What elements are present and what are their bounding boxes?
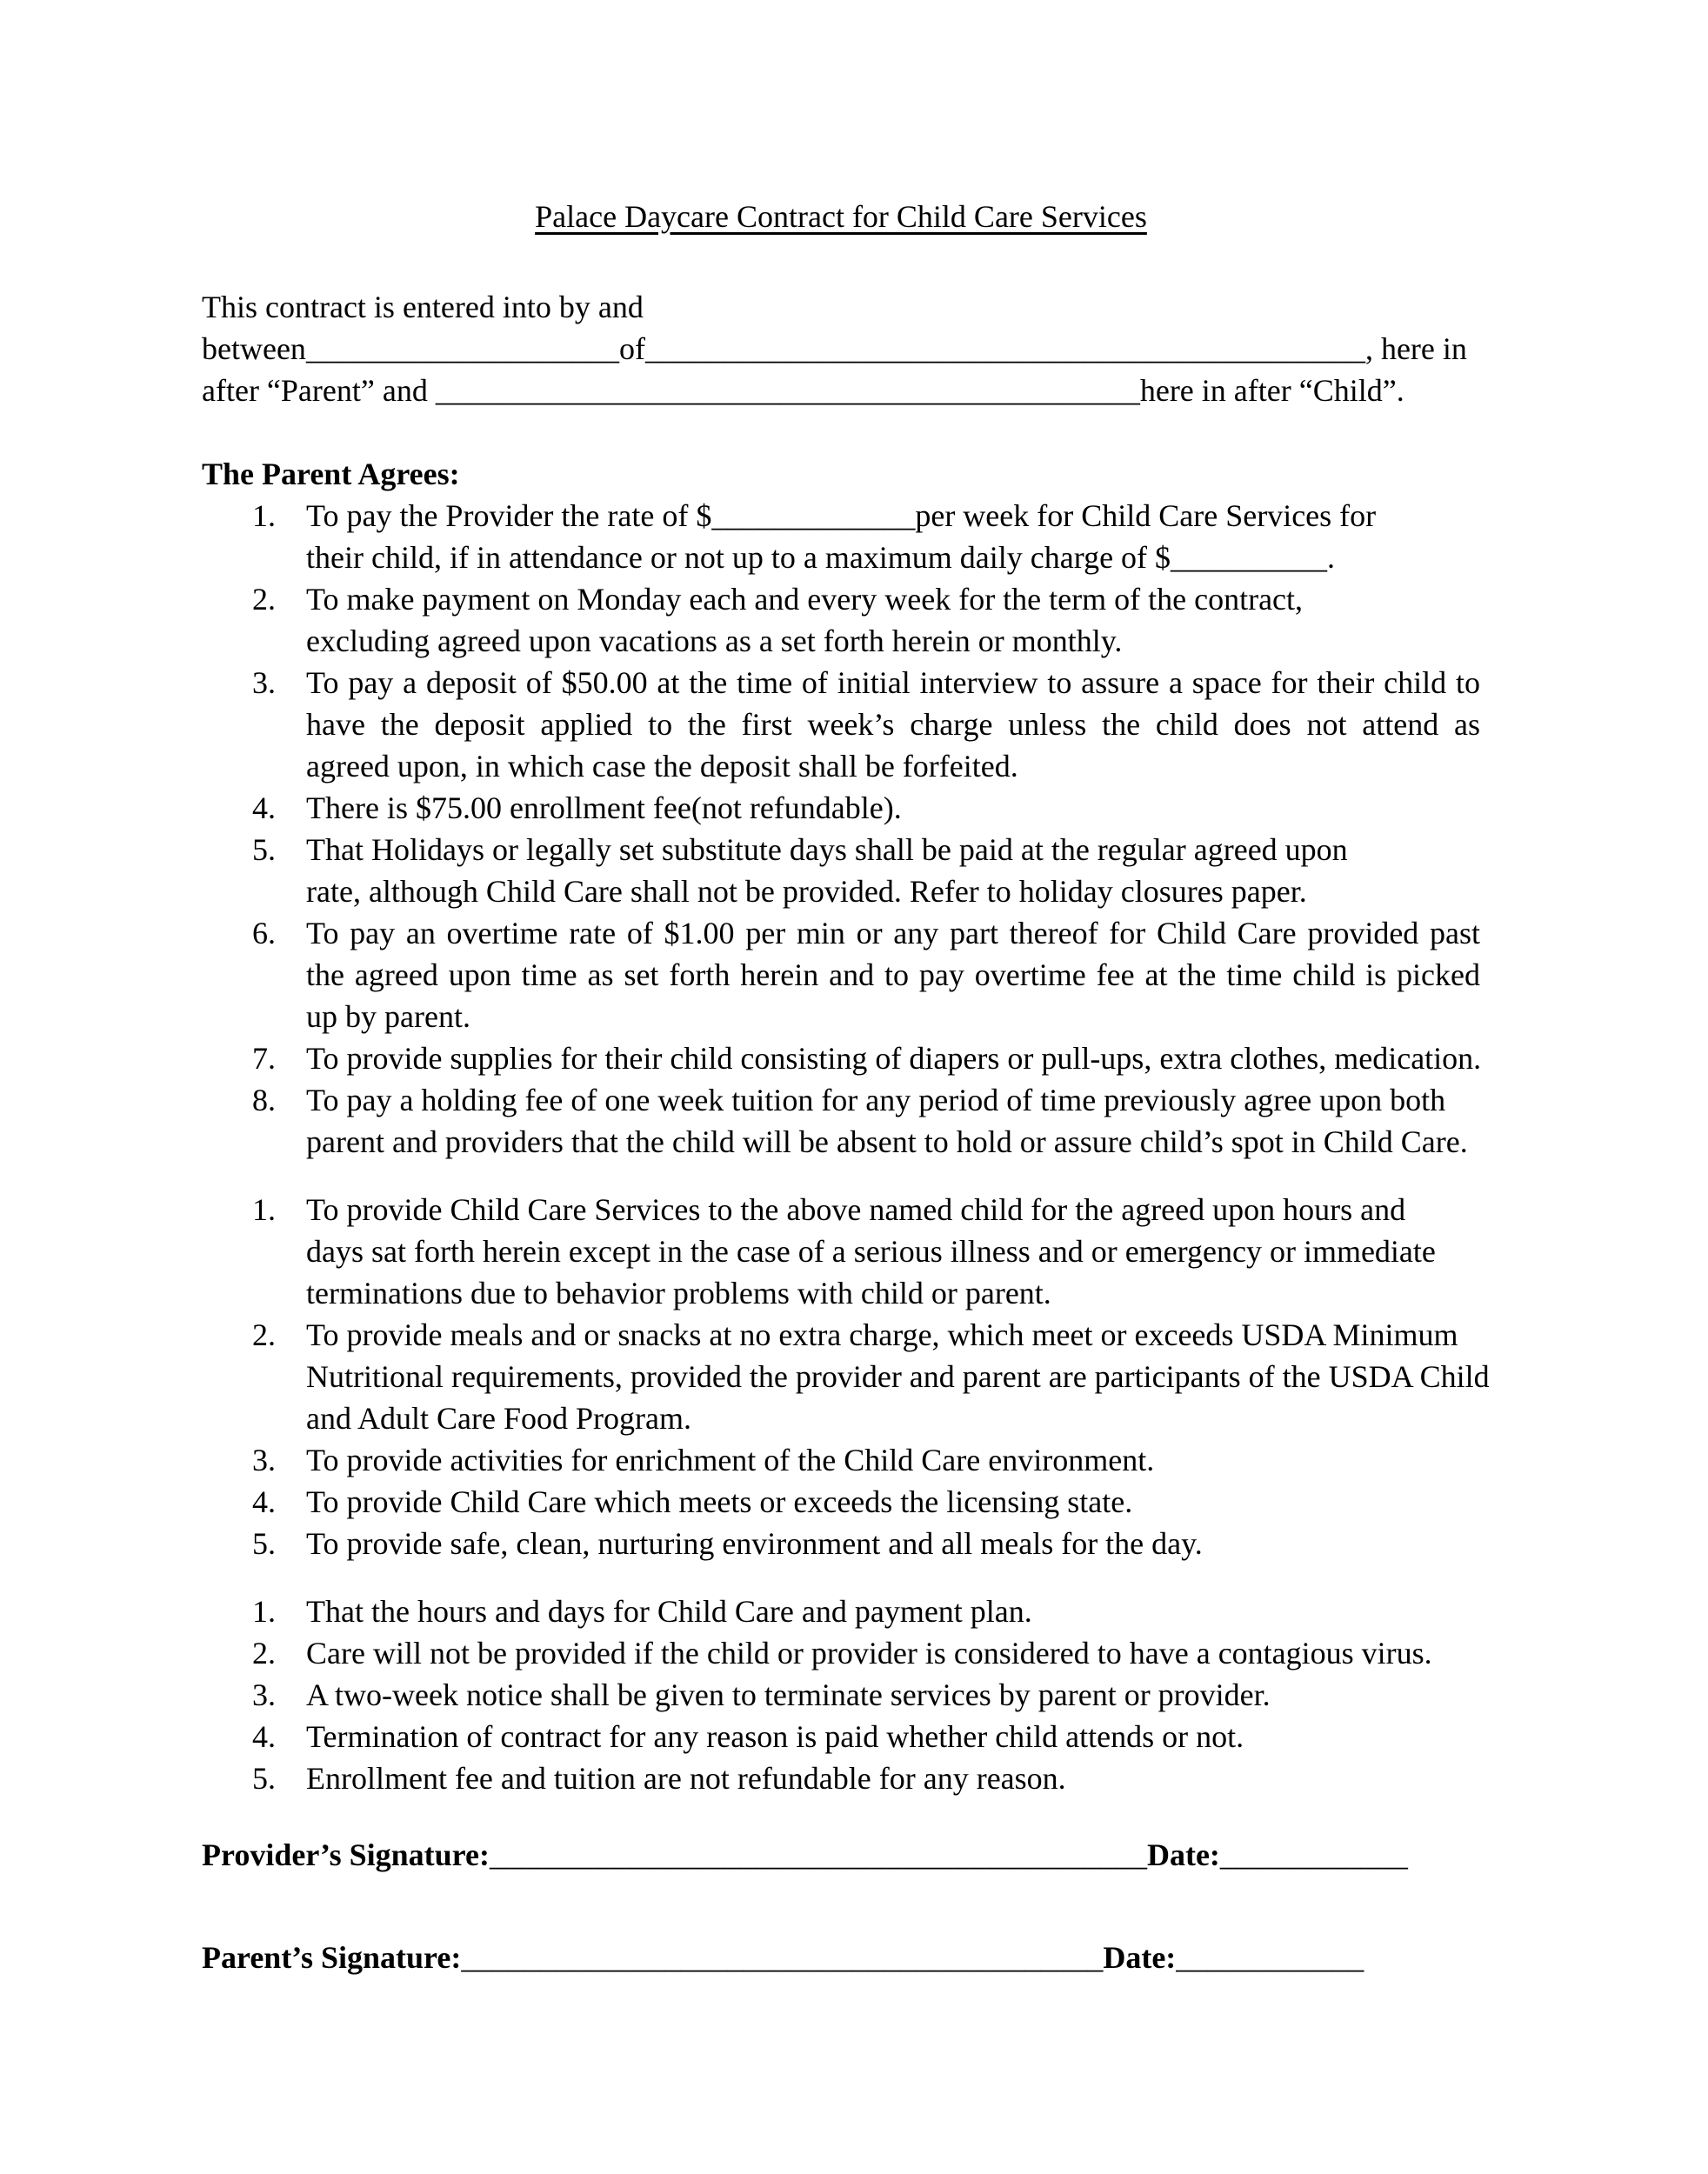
parent-item-1-text-a: To pay the Provider the rate of $ <box>306 498 712 533</box>
parent-item-2-line-1: To make payment on Monday each and every week for the term of the contract, <box>306 582 1304 617</box>
provider-item-1-line-1: To provide Child Care Services to the above named child for the agreed upon hours and <box>306 1192 1406 1227</box>
parent-item-3-line-1: To pay a deposit of $50.00 at the time of initial interview to assure a space for their child to <box>306 665 1480 700</box>
parent-name-blank: ____________________ <box>305 331 619 366</box>
parent-signature-blank: _________________________________________ <box>461 1940 1104 1975</box>
parent-item-7 <box>202 1037 1480 1079</box>
provider-signature-line <box>202 1834 1480 1876</box>
parent-item-3-line-3: agreed upon, in which case the deposit shall be forfeited. <box>306 749 1018 784</box>
parent-item-8-line-1: To pay a holding fee of one week tuition for any period of time previously agree upon both <box>306 1083 1446 1117</box>
parent-item-6-line-2: the agreed upon time as set forth herein and to pay overtime fee at the time child is picked <box>306 957 1480 992</box>
parent-signature-line <box>202 1937 1480 1978</box>
parent-item-1-line-2 <box>306 537 1480 578</box>
parent-agrees-heading: The Parent Agrees: <box>202 457 460 491</box>
terms-item-5-line-1: Enrollment fee and tuition are not refundable for any reason. <box>306 1761 1066 1796</box>
provider-item-2-line-1: To provide meals and or snacks at no extra charge, which meet or exceeds USDA Minimum <box>306 1317 1458 1352</box>
parent-item-6-line-1: To pay an overtime rate of $1.00 per min or any part thereof for Child Care provided past <box>306 916 1480 950</box>
terms-item-3-line-1: A two-week notice shall be given to terminate services by parent or provider. <box>306 1677 1271 1712</box>
terms-item-1-line-1: That the hours and days for Child Care and payment plan. <box>306 1594 1032 1629</box>
provider-item-5-line-1: To provide safe, clean, nurturing environment and all meals for the day. <box>306 1526 1203 1561</box>
provider-item-2 <box>202 1314 1490 1439</box>
provider-signature-blank: __________________________________________ <box>489 1837 1147 1872</box>
parent-item-1 <box>202 495 1480 578</box>
parent-item-7-line-1: To provide supplies for their child consisting of diapers or pull-ups, extra clothes, medication. <box>306 1041 1482 1076</box>
intro-paragraph <box>202 286 1480 411</box>
provider-item-2-number: 2. <box>252 1317 276 1352</box>
child-name-blank: _____________________________________________ <box>435 373 1140 408</box>
intro-line-3-text-b: here in after “Child”. <box>1139 373 1404 408</box>
parent-item-5 <box>202 829 1480 912</box>
intro-line-2-text-b: of <box>618 331 645 366</box>
parent-agrees-list <box>202 495 1480 1163</box>
parent-item-5-line-1: That Holidays or legally set substitute days shall be paid at the regular agreed upon <box>306 832 1348 867</box>
parent-item-2-number: 2. <box>252 582 276 617</box>
parent-item-1-text-b: per week for Child Care Services for <box>915 498 1377 533</box>
parent-item-2 <box>202 578 1480 662</box>
weekly-rate-blank: _____________ <box>711 498 916 533</box>
intro-line-2-text-a: between <box>202 331 306 366</box>
provider-agrees-list <box>202 1189 1490 1564</box>
parent-item-5-line-2: rate, although Child Care shall not be provided. Refer to holiday closures paper. <box>306 874 1307 909</box>
terms-item-3 <box>202 1674 1480 1716</box>
intro-line-3 <box>202 370 1480 411</box>
terms-item-5-number: 5. <box>252 1761 276 1796</box>
terms-item-1-number: 1. <box>252 1594 276 1629</box>
parent-item-1-number: 1. <box>252 498 276 533</box>
provider-item-4-number: 4. <box>252 1484 276 1519</box>
parent-date-blank: ____________ <box>1176 1940 1364 1975</box>
provider-item-3 <box>202 1439 1480 1481</box>
provider-item-5 <box>202 1523 1480 1564</box>
parent-item-2-line-2: excluding agreed upon vacations as a set forth herein or monthly. <box>306 624 1123 658</box>
general-terms-list <box>202 1590 1480 1799</box>
document-title: Palace Daycare Contract for Child Care Services <box>535 199 1147 234</box>
parent-date-label: Date: <box>1103 1940 1177 1975</box>
parent-item-1-text-c: their child, if in attendance or not up to a maximum daily charge of $ <box>306 540 1171 575</box>
terms-item-1 <box>202 1590 1480 1632</box>
parent-signature-label: Parent’s Signature: <box>202 1940 462 1975</box>
provider-item-4-line-1: To provide Child Care which meets or exceeds the licensing state. <box>306 1484 1133 1519</box>
parent-item-1-line-1 <box>306 495 1480 537</box>
provider-date-blank: ____________ <box>1219 1837 1408 1872</box>
provider-date-label: Date: <box>1146 1837 1220 1872</box>
parent-item-8-line-2: parent and providers that the child will be absent to hold or assure child’s spot in Child Care. <box>306 1124 1468 1159</box>
terms-item-2-line-1: Care will not be provided if the child or provider is considered to have a contagious virus. <box>306 1636 1432 1671</box>
parent-item-7-number: 7. <box>252 1041 276 1076</box>
provider-item-1-line-2: days sat forth herein except in the case of a serious illness and or emergency or immediate <box>306 1234 1436 1269</box>
intro-line-2-text-c: , here in <box>1364 331 1467 366</box>
terms-item-4-number: 4. <box>252 1719 276 1754</box>
parent-item-8-number: 8. <box>252 1083 276 1117</box>
parent-item-6-number: 6. <box>252 916 276 950</box>
provider-item-2-line-2: Nutritional requirements, provided the provider and parent are participants of the USDA Child <box>306 1359 1490 1394</box>
parent-item-6-line-3: up by parent. <box>306 999 470 1034</box>
intro-line-1: This contract is entered into by and <box>202 290 644 324</box>
intro-line-3-text-a: after “Parent” and <box>202 373 436 408</box>
daily-charge-blank: __________ <box>1171 540 1328 575</box>
terms-item-3-number: 3. <box>252 1677 276 1712</box>
intro-line-2 <box>202 328 1480 370</box>
parent-item-4-line-1: There is $75.00 enrollment fee(not refundable). <box>306 790 902 825</box>
terms-item-2 <box>202 1632 1480 1674</box>
provider-signature-label: Provider’s Signature: <box>202 1837 490 1872</box>
terms-item-5 <box>202 1757 1480 1799</box>
parent-item-8 <box>202 1079 1480 1163</box>
provider-item-1-number: 1. <box>252 1192 276 1227</box>
provider-item-5-number: 5. <box>252 1526 276 1561</box>
terms-item-4-line-1: Termination of contract for any reason is paid whether child attends or not. <box>306 1719 1244 1754</box>
parent-item-1-text-d: . <box>1327 540 1336 575</box>
provider-item-4 <box>202 1481 1480 1523</box>
parent-item-6 <box>202 912 1480 1037</box>
provider-item-2-line-3: and Adult Care Food Program. <box>306 1401 691 1436</box>
parent-of-blank: ______________________________________________ <box>644 331 1365 366</box>
parent-item-3 <box>202 662 1480 787</box>
terms-item-2-number: 2. <box>252 1636 276 1671</box>
parent-item-4-number: 4. <box>252 790 276 825</box>
parent-item-4 <box>202 787 1480 829</box>
provider-item-3-number: 3. <box>252 1443 276 1477</box>
parent-item-3-line-2: have the deposit applied to the first week’s charge unless the child does not attend as <box>306 707 1480 742</box>
provider-item-3-line-1: To provide activities for enrichment of the Child Care environment. <box>306 1443 1155 1477</box>
parent-item-3-number: 3. <box>252 665 276 700</box>
provider-item-1-line-3: terminations due to behavior problems with child or parent. <box>306 1276 1051 1310</box>
terms-item-4 <box>202 1716 1480 1757</box>
provider-item-1 <box>202 1189 1480 1314</box>
parent-item-5-number: 5. <box>252 832 276 867</box>
